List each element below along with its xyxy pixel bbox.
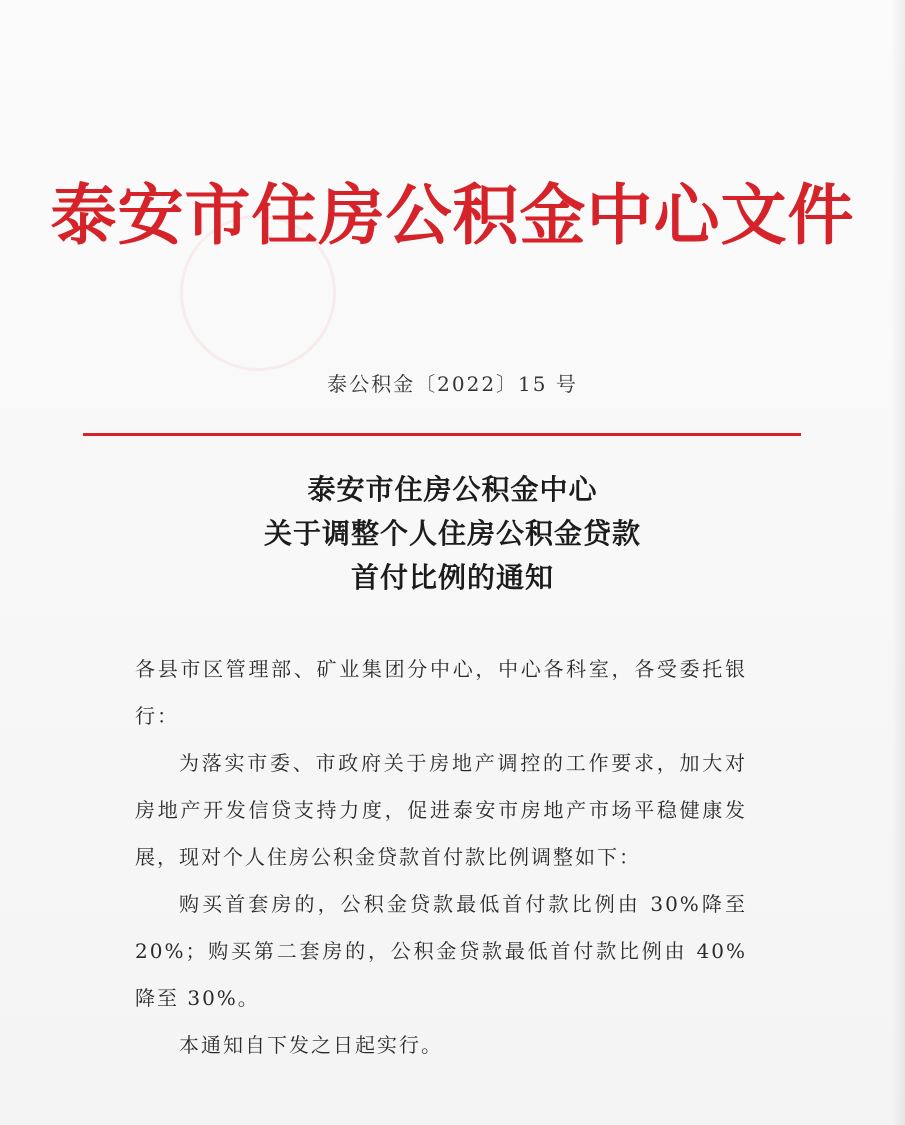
salutation: 各县市区管理部、矿业集团分中心，中心各科室，各受委托银行： xyxy=(135,657,747,728)
paragraph-effective-date: 本通知自下发之日起实行。 xyxy=(179,1033,443,1057)
title-line-1: 泰安市住房公积金中心 xyxy=(307,473,598,506)
notice-body xyxy=(135,646,747,1069)
document-masthead: 泰安市住房公积金中心文件 xyxy=(50,176,855,254)
paragraph-down-payment: 购买首套房的，公积金贷款最低首付款比例由 30%降至20%；购买第二套房的，公积金贷款最低首付款比例由 40%降至 30%。 xyxy=(135,892,747,1010)
red-separator-line xyxy=(83,433,801,436)
document-number: 泰公积金〔2022〕15 号 xyxy=(327,372,578,396)
title-line-2: 关于调整个人住房公积金贷款 xyxy=(263,517,641,550)
notice-title xyxy=(0,468,905,600)
paragraph-purpose: 为落实市委、市政府关于房地产调控的工作要求，加大对房地产开发信贷支持力度，促进泰安市房地产市场平稳健康发展，现对个人住房公积金贷款首付款比例调整如下： xyxy=(135,751,747,869)
title-line-3: 首付比例的通知 xyxy=(350,561,554,594)
